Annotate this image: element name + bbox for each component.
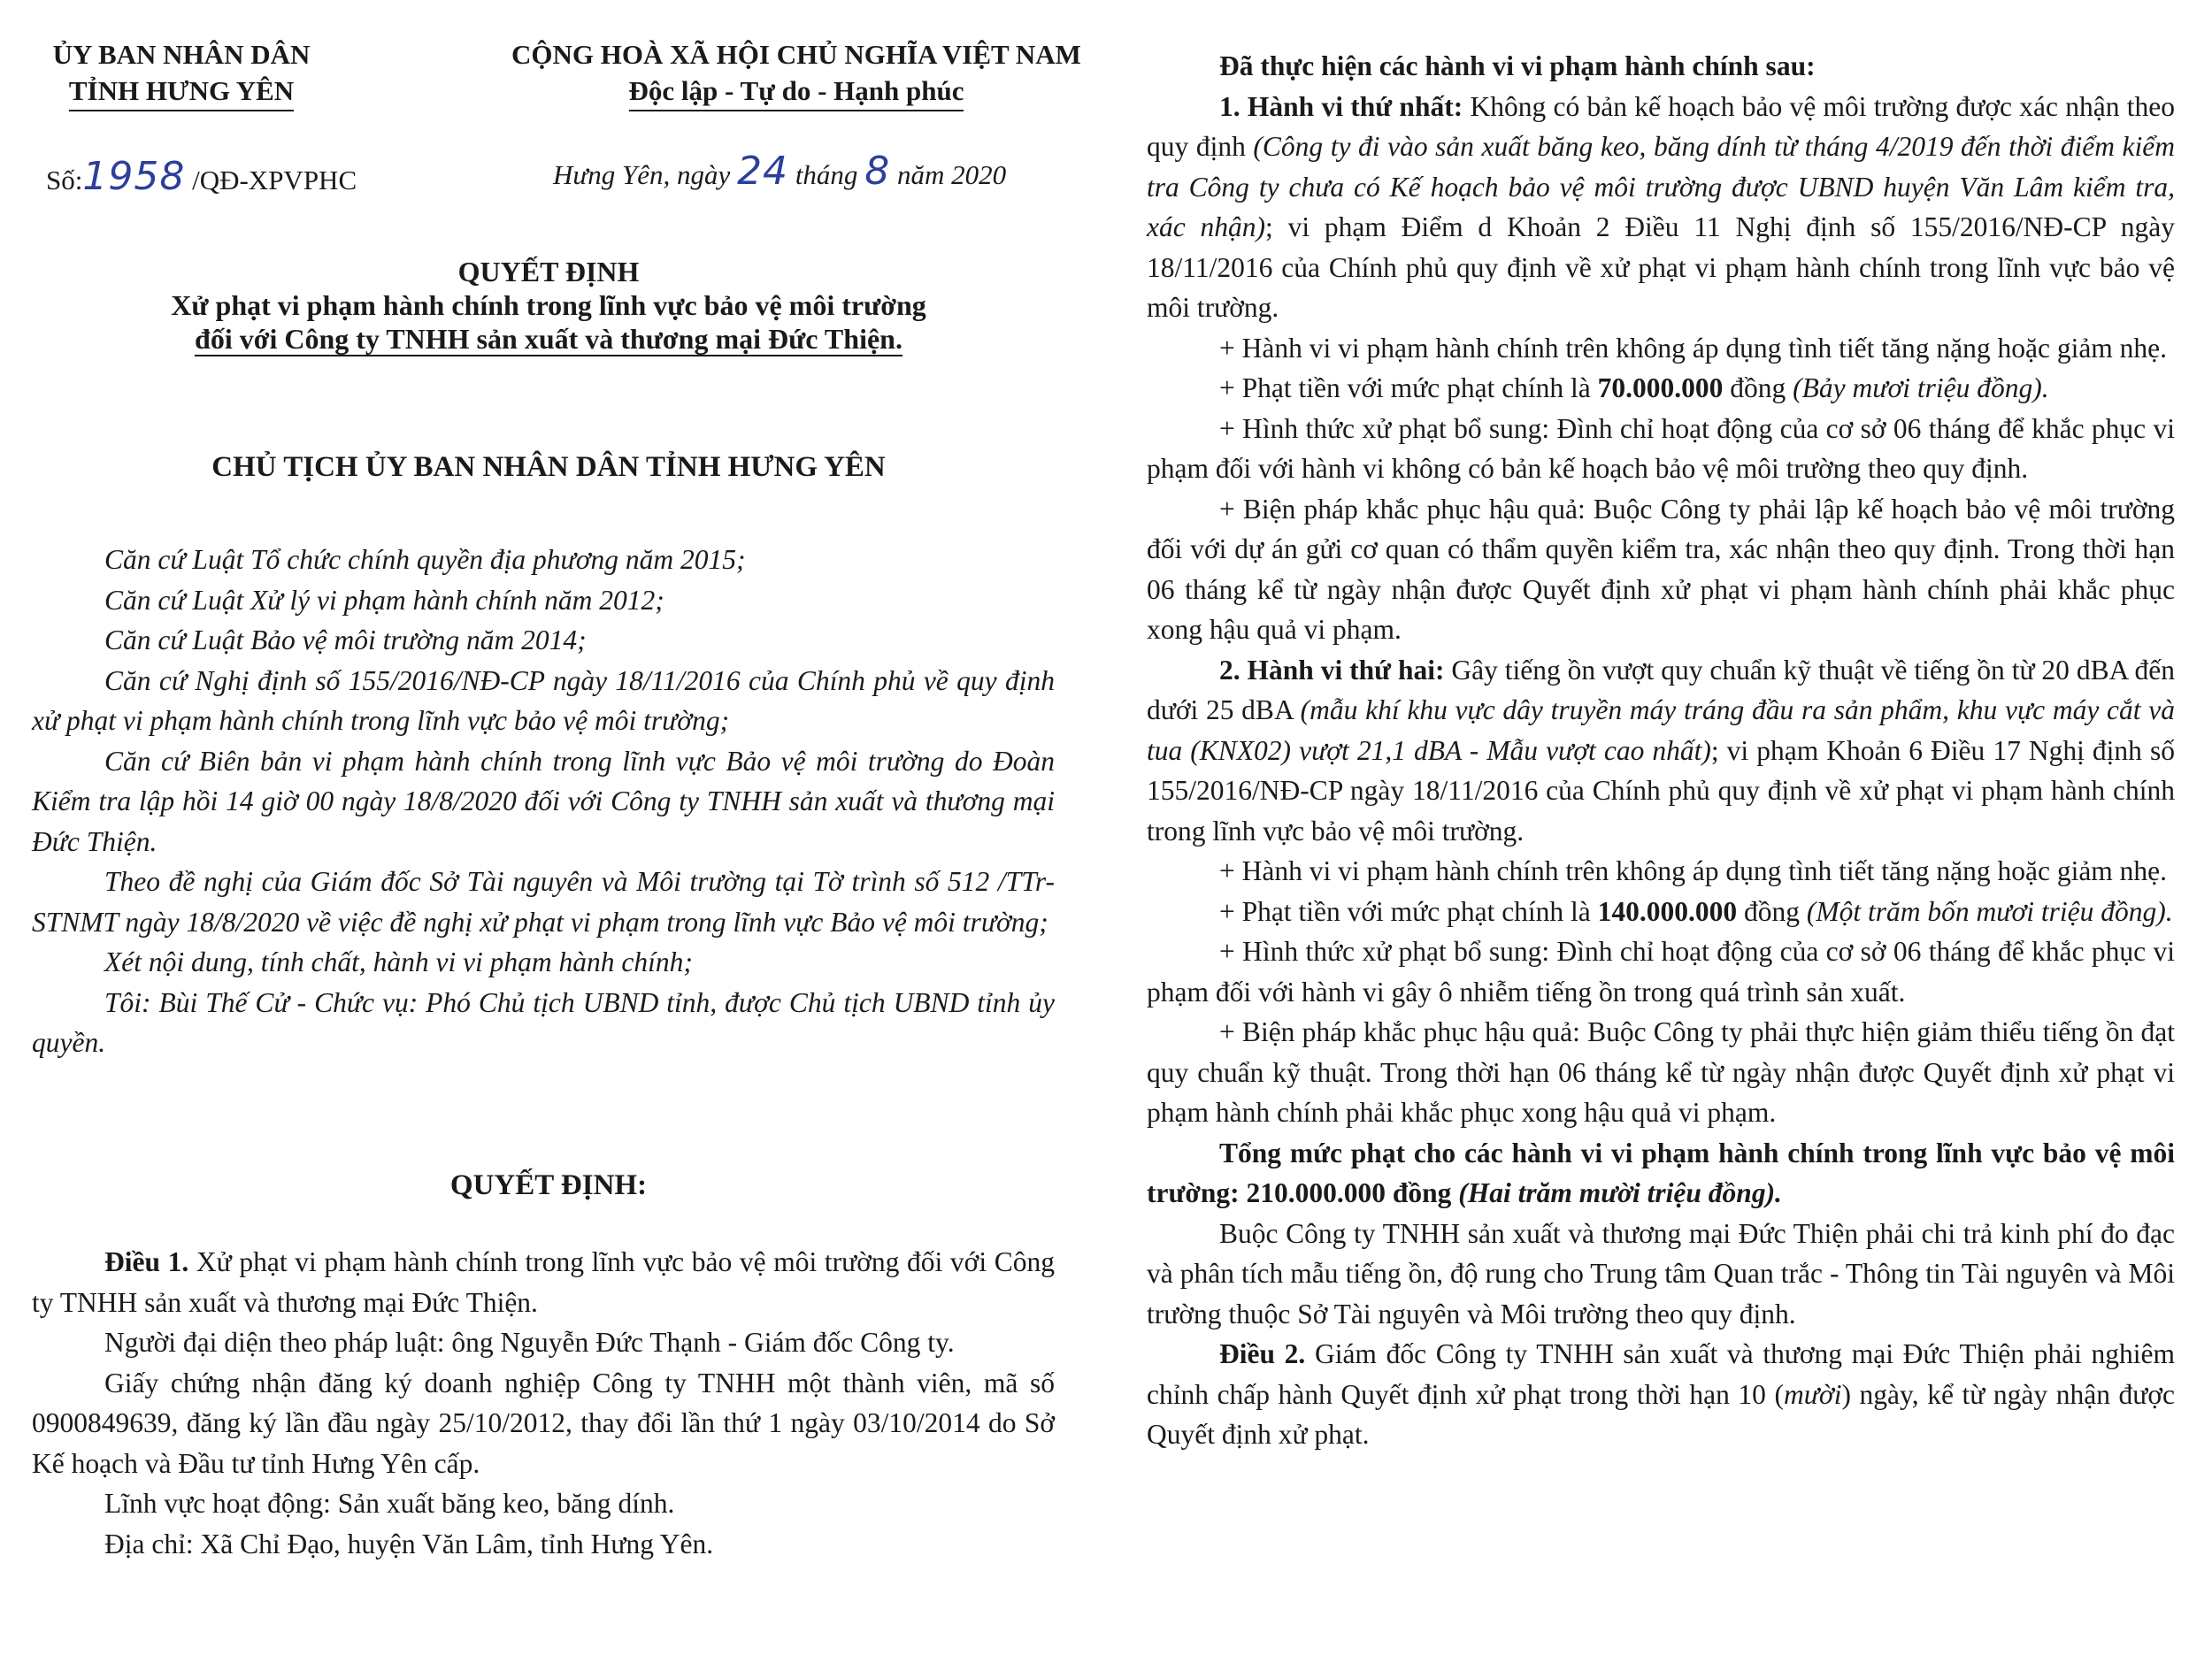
issuer-heading: CHỦ TỊCH ỦY BAN NHÂN DÂN TỈNH HƯNG YÊN — [211, 451, 886, 483]
violation-1-text: Không có bản kế hoạch bảo vệ môi trường được xác nhận theo quy định — [1147, 90, 2175, 162]
article-2-days-words: mười — [1783, 1378, 1842, 1410]
date-month-label: tháng — [795, 159, 858, 190]
doc-no-prefix: Số: — [46, 165, 83, 195]
fine-prefix: + Phạt tiền với mức phạt chính là — [1219, 372, 1598, 403]
basis-item: Xét nội dung, tính chất, hành vi vi phạm hành chính; — [104, 946, 693, 977]
business-field: Lĩnh vực hoạt động: Sản xuất băng keo, băng dính. — [104, 1488, 675, 1519]
violation-1 — [1147, 87, 2175, 328]
fine-amount: 140.000.000 — [1597, 895, 1738, 927]
fine-in-words: (Một trăm bốn mươi triệu đồng). — [1806, 895, 2173, 927]
decision-subtitle-2 — [35, 322, 1062, 356]
article-1-text — [32, 1242, 1055, 1322]
fine-prefix: + Phạt tiền với mức phạt chính là — [1219, 895, 1598, 927]
violation-1-label: 1. Hành vi thứ nhất: — [1219, 90, 1463, 122]
measurement-cost: Buộc Công ty TNHH sản xuất và thương mại Đức Thiện phải chi trả kinh phí đo đạc và phân tích mẫu tiếng ồn, độ rung cho Trung tâm Quan trắc - Thông tin Tài nguyên và Môi trường thuộc Sở Tài nguyên và Môi trường theo quy định. — [1147, 1217, 2175, 1329]
decision-subtitle-1: Xử phạt vi phạm hành chính trong lĩnh vực bảo vệ môi trường — [171, 289, 926, 321]
nation-header — [495, 37, 1097, 111]
violation-1-aggravation: + Hành vi vi phạm hành chính trên không áp dụng tình tiết tăng nặng hoặc giảm nhẹ. — [1219, 332, 2168, 364]
basis-item: Theo đề nghị của Giám đốc Sở Tài nguyên và Môi trường tại Tờ trình số 512 /TTr-STNMT ngày 18/8/2020 về việc đề nghị xử phạt vi phạm trong lĩnh vực Bảo vệ môi trường; — [32, 866, 1055, 938]
basis-item: Căn cứ Nghị định số 155/2016/NĐ-CP ngày 18/11/2016 của Chính phủ về quy định xử phạt vi phạm hành chính trong lĩnh vực bảo vệ môi trường; — [32, 664, 1055, 736]
decision-heading: QUYẾT ĐỊNH: — [449, 1169, 648, 1201]
article-1-label: Điều 1. — [104, 1246, 189, 1277]
fine-amount: 70.000.000 — [1597, 372, 1724, 403]
agency-line-1: ỦY BAN NHÂN DÂN — [52, 39, 311, 70]
total-fine — [1147, 1133, 2175, 1214]
company-address: Địa chỉ: Xã Chỉ Đạo, huyện Văn Lâm, tỉnh Hưng Yên. — [104, 1528, 714, 1559]
violation-2-detail: (mẫu khí khu vực dây truyền máy tráng đầu ra sản phẩm, khu vực máy cắt và tua (KNX02) vượt 21,1 dBA - Mẫu vượt cao nhất) — [1147, 694, 2175, 766]
document-date — [553, 150, 1006, 196]
article-2-label: Điều 2. — [1219, 1338, 1306, 1369]
nation-line-1: CỘNG HOÀ XÃ HỘI CHỦ NGHĨA VIỆT NAM — [511, 39, 1081, 70]
business-registration: Giấy chứng nhận đăng ký doanh nghiệp Công ty TNHH một thành viên, mã số 0900849639, đăng ký lần đầu ngày 25/10/2012, thay đổi lần thứ 1 ngày 03/10/2014 do Sở Kế hoạch và Đầu tư tỉnh Hưng Yên cấp. — [32, 1367, 1055, 1479]
doc-no-suffix: /QĐ-XPVPHC — [192, 165, 357, 195]
basis-item: Căn cứ Luật Tổ chức chính quyền địa phương năm 2015; — [104, 544, 746, 575]
violation-2-fine — [1147, 892, 2175, 932]
violation-1-remedy: + Biện pháp khắc phục hậu quả: Buộc Công ty phải lập kế hoạch bảo vệ môi trường đối với dự án gửi cơ quan có thẩm quyền kiểm tra, xác nhận theo quy định. Trong thời hạn 06 tháng kể từ ngày nhận được Quyết định xử phạt vi phạm hành chính phải khắc phục xong hậu quả vi phạm. — [1147, 493, 2175, 645]
article-2 — [1147, 1334, 2175, 1455]
agency-line-2-text: TỈNH HƯNG YÊN — [69, 73, 294, 111]
total-fine-in-words: (Hai trăm mười triệu đồng). — [1458, 1177, 1782, 1208]
document-number — [46, 156, 357, 202]
total-fine-text: Tổng mức phạt cho các hành vi vi phạm hành chính trong lĩnh vực bảo vệ môi trường: 210.000.000 đồng — [1147, 1137, 2175, 1208]
violation-2-aggravation: + Hành vi vi phạm hành chính trên không áp dụng tình tiết tăng nặng hoặc giảm nhẹ. — [1219, 855, 2168, 886]
fine-in-words: (Bảy mươi triệu đồng). — [1793, 372, 2049, 403]
legal-basis-list — [32, 540, 1055, 1063]
nation-motto: Độc lập - Tự do - Hạnh phúc — [629, 73, 964, 111]
decision-title-block — [35, 255, 1062, 356]
date-place: Hưng Yên, ngày — [553, 159, 731, 190]
article-1-body: Xử phạt vi phạm hành chính trong lĩnh vực bảo vệ môi trường đối với Công ty TNHH sản xuất và thương mại Đức Thiện. — [32, 1246, 1056, 1318]
violation-1-legal: ; vi phạm Điểm d Khoản 2 Điều 11 Nghị định số 155/2016/NĐ-CP ngày 18/11/2016 của Chính phủ quy định về xử phạt vi phạm hành chính trong lĩnh vực bảo vệ môi trường. — [1147, 211, 2176, 323]
agency-header — [35, 37, 327, 111]
fine-currency: đồng — [1737, 895, 1807, 927]
right-page — [1106, 0, 2212, 1678]
article-1 — [32, 1242, 1055, 1564]
violations-section — [1147, 46, 2175, 1455]
date-year: năm 2020 — [896, 159, 1007, 190]
nation-line-2 — [495, 73, 1097, 111]
violation-2-legal: ; vi phạm Khoản 6 Điều 17 Nghị định số 155/2016/NĐ-CP ngày 18/11/2016 của Chính phủ quy định về xử phạt vi phạm hành chính trong lĩnh vực bảo vệ môi trường. — [1147, 734, 2175, 847]
violation-2 — [1147, 650, 2175, 852]
violation-2-additional-penalty: + Hình thức xử phạt bổ sung: Đình chỉ hoạt động của cơ sở 06 tháng để khắc phục vi phạm đối với hành vi gây ô nhiễm tiếng ồn trong quá trình sản xuất. — [1147, 936, 2175, 1008]
violation-2-text: Gây tiếng ồn vượt quy chuẩn kỹ thuật về tiếng ồn từ 20 dBA đến dưới 25 dBA — [1147, 654, 2175, 725]
date-day-handwritten: 24 — [737, 149, 789, 194]
fine-currency: đồng — [1723, 372, 1793, 403]
basis-item: Tôi: Bùi Thế Cử - Chức vụ: Phó Chủ tịch UBND tỉnh, được Chủ tịch UBND tỉnh ủy quyền. — [32, 986, 1055, 1058]
legal-representative: Người đại diện theo pháp luật: ông Nguyễn Đức Thạnh - Giám đốc Công ty. — [104, 1327, 955, 1358]
decision-subtitle-2-text: đối với Công ty TNHH sản xuất và thương mại Đức Thiện. — [195, 323, 902, 355]
doc-no-handwritten: 1958 — [82, 154, 186, 199]
date-month-handwritten: 8 — [864, 149, 891, 194]
article-2-text: Giám đốc Công ty TNHH sản xuất và thương mại Đức Thiện phải nghiêm chỉnh chấp hành Quyết định xử phạt trong thời hạn 10 ( — [1147, 1338, 2176, 1410]
agency-line-2 — [35, 73, 327, 111]
violations-intro: Đã thực hiện các hành vi vi phạm hành chính sau: — [1219, 50, 1816, 81]
violation-1-fine — [1147, 368, 2175, 409]
basis-item: Căn cứ Luật Bảo vệ môi trường năm 2014; — [104, 624, 587, 655]
basis-item: Căn cứ Luật Xử lý vi phạm hành chính năm 2012; — [104, 584, 664, 616]
decision-title: QUYẾT ĐỊNH — [457, 256, 640, 287]
basis-item: Căn cứ Biên bản vi phạm hành chính trong lĩnh vực Bảo vệ môi trường do Đoàn Kiểm tra lập hồi 14 giờ 00 ngày 18/8/2020 đối với Công ty TNHH sản xuất và thương mại Đức Thiện. — [32, 745, 1055, 857]
violation-2-label: 2. Hành vi thứ hai: — [1219, 654, 1445, 686]
violation-2-remedy: + Biện pháp khắc phục hậu quả: Buộc Công ty phải thực hiện giảm thiểu tiếng ồn đạt quy chuẩn kỹ thuật. Trong thời hạn 06 tháng kể từ ngày nhận được Quyết định xử phạt vi phạm hành chính phải khắc phục xong hậu quả vi phạm. — [1147, 1016, 2175, 1128]
violation-1-detail: (Công ty đi vào sản xuất băng keo, băng dính từ tháng 4/2019 đến thời điểm kiểm tra Công ty chưa có Kế hoạch bảo vệ môi trường được UBND huyện Văn Lâm kiểm tra, xác nhận) — [1147, 131, 2175, 242]
violation-1-additional-penalty: + Hình thức xử phạt bổ sung: Đình chỉ hoạt động của cơ sở 06 tháng để khắc phục vi phạm đối với hành vi không có bản kế hoạch bảo vệ môi trường theo quy định. — [1147, 412, 2175, 484]
article-2-text-end: ) ngày, kể từ ngày nhận được Quyết định xử phạt. — [1147, 1378, 2175, 1450]
